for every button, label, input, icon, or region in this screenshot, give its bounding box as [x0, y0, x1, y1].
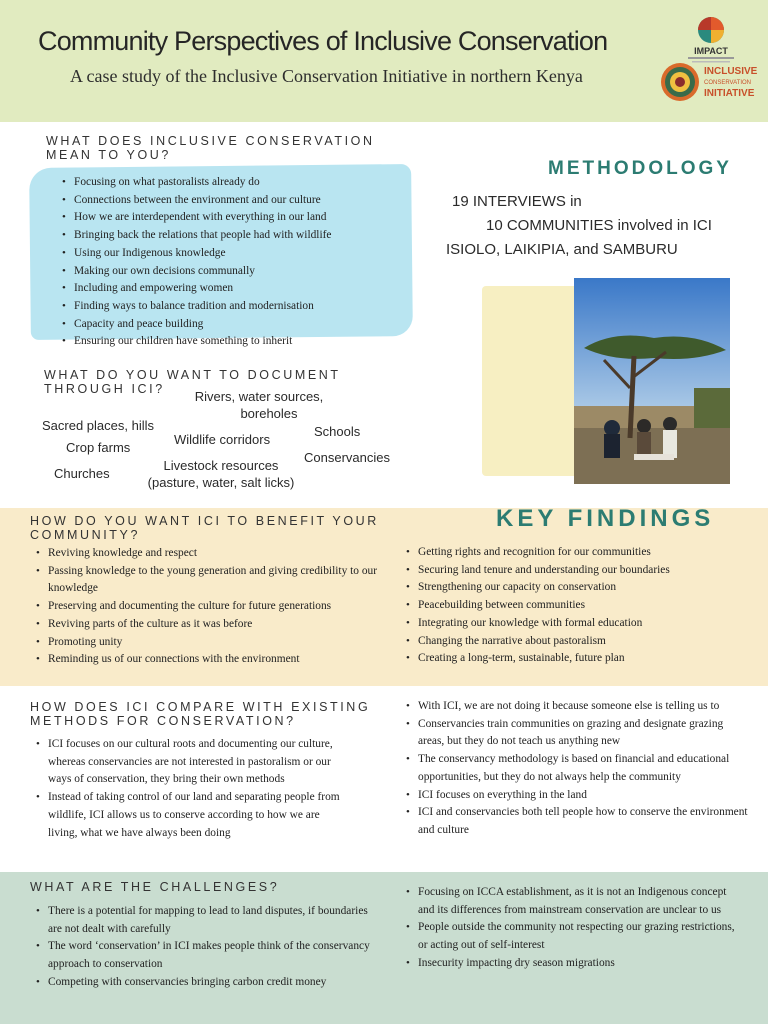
meaning-heading: [46, 134, 375, 162]
photo-accent: [482, 286, 580, 476]
field-interview-photo: [574, 278, 730, 484]
list-item: • The conservancy methodology is based on financial and educational opportunities, but they do not always help the community: [406, 751, 752, 786]
impact-logo-text: IMPACT: [694, 46, 728, 56]
list-item: • ICI and conservancies both tell people how to conserve the environment and culture: [406, 804, 752, 839]
list-item: • Integrating our knowledge with formal education: [406, 615, 746, 633]
acacia-scene-icon: [574, 278, 730, 484]
list-item: • Making our own decisions communally: [62, 263, 408, 281]
list-item: • Competing with conservancies bringing carbon credit money: [36, 974, 374, 992]
methodology-line1: 19 INTERVIEWS in: [452, 193, 582, 210]
ici-logo-icon: [658, 60, 762, 104]
ici-logo-line2: CONSERVATION: [704, 80, 752, 86]
list-item: • Getting rights and recognition for our communities: [406, 544, 746, 562]
doc-item-rivers: [186, 388, 332, 422]
compare-heading-line2: METHODS FOR CONSERVATION?: [30, 714, 296, 728]
doc-item-wildlife: Wildlife corridors: [174, 432, 271, 447]
doc-item-conservancies: Conservancies: [304, 450, 390, 465]
list-item: • There is a potential for mapping to lead to land disputes, if boundaries are not dealt with carefully: [36, 903, 374, 938]
ici-logo-line1: INCLUSIVE: [704, 66, 758, 77]
doc-item-churches: Churches: [54, 466, 110, 481]
doc-item-crop: Crop farms: [66, 440, 131, 455]
meaning-list: [62, 174, 408, 351]
list-item: • Including and empowering women: [62, 280, 408, 298]
methodology-line2: 10 COMMUNITIES involved in ICI: [486, 217, 712, 234]
header-band: [0, 0, 768, 122]
list-item: • Promoting unity: [36, 634, 380, 652]
list-item: • Finding ways to balance tradition and modernisation: [62, 298, 408, 316]
compare-left-list: [36, 736, 348, 842]
list-item: • ICI focuses on everything in the land: [406, 787, 752, 805]
key-findings-heading: KEY FINDINGS: [496, 505, 715, 532]
list-item: • Changing the narrative about pastoralism: [406, 633, 746, 651]
list-item: • Using our Indigenous knowledge: [62, 245, 408, 263]
list-item: • Connections between the environment and our culture: [62, 192, 408, 210]
benefit-heading: [30, 514, 379, 542]
list-item: • Reviving parts of the culture as it was before: [36, 616, 380, 634]
key-findings-list: [406, 544, 746, 668]
list-item: • How we are interdependent with everything in our land: [62, 209, 408, 227]
list-item: • The word ‘conservation’ in ICI makes people think of the conservancy approach to conservation: [36, 938, 374, 973]
doc-item-schools: Schools: [314, 424, 361, 439]
list-item: • People outside the community not respecting our grazing restrictions, or acting out of self-interest: [406, 919, 742, 954]
list-item: • Peacebuilding between communities: [406, 597, 746, 615]
list-item: • Instead of taking control of our land and separating people from wildlife, ICI allows us to conserve according to how we are living, what we have always been doing: [36, 789, 348, 842]
methodology-line3: ISIOLO, LAIKIPIA, and SAMBURU: [446, 241, 678, 258]
impact-logo-icon: [676, 14, 746, 64]
impact-logo: [676, 14, 746, 64]
list-item: • Reviving knowledge and respect: [36, 545, 380, 563]
compare-heading: [30, 700, 370, 728]
list-item: • Strengthening our capacity on conservation: [406, 579, 746, 597]
doc-item-rivers-line1: Rivers, water sources,: [194, 389, 324, 404]
list-item: • Securing land tenure and understanding our boundaries: [406, 562, 746, 580]
list-item: • Creating a long-term, sustainable, future plan: [406, 650, 746, 668]
meaning-heading-line1: WHAT DOES INCLUSIVE CONSERVATION: [46, 134, 375, 148]
benefit-list: [36, 545, 380, 669]
list-item: • Conservancies train communities on grazing and designate grazing areas, but they do not teach us anything new: [406, 716, 752, 751]
poster-subtitle: A case study of the Inclusive Conservation Initiative in northern Kenya: [70, 66, 583, 86]
benefit-heading-line1: HOW DO YOU WANT ICI TO BENEFIT YOUR: [30, 514, 379, 528]
list-item: • Focusing on what pastoralists already do: [62, 174, 408, 192]
list-item: • With ICI, we are not doing it because someone else is telling us to: [406, 698, 752, 716]
ici-logo-line3: INITIATIVE: [704, 88, 755, 99]
compare-right-list: [406, 698, 752, 840]
doc-item-livestock-line2: (pasture, water, salt licks): [147, 475, 295, 490]
doc-item-rivers-line2: boreholes: [240, 406, 298, 421]
doc-item-sacred: Sacred places, hills: [42, 418, 154, 433]
meaning-heading-line2: MEAN TO YOU?: [46, 148, 171, 162]
ici-logo: [658, 60, 762, 104]
list-item: • Insecurity impacting dry season migrations: [406, 955, 742, 973]
list-item: • Preserving and documenting the culture for future generations: [36, 598, 380, 616]
document-heading-line2: THROUGH ICI?: [44, 382, 165, 396]
list-item: • Reminding us of our connections with the environment: [36, 651, 380, 669]
list-item: • Passing knowledge to the young generation and giving credibility to our knowledge: [36, 563, 380, 598]
poster-title: Community Perspectives of Inclusive Conservation: [38, 26, 608, 56]
challenges-heading: WHAT ARE THE CHALLENGES?: [30, 880, 280, 894]
list-item: • Capacity and peace building: [62, 316, 408, 334]
doc-item-livestock: [138, 457, 304, 491]
methodology-heading: METHODOLOGY: [548, 158, 732, 179]
list-item: • Ensuring our children have something to inherit: [62, 333, 408, 351]
list-item: • Focusing on ICCA establishment, as it is not an Indigenous concept and its differences from mainstream conservation are unclear to us: [406, 884, 742, 919]
list-item: • ICI focuses on our cultural roots and documenting our culture, whereas conservancies are not interested in pastoralism or our ways of conservation, they bring their own methods: [36, 736, 348, 789]
challenges-right-list: [406, 884, 742, 973]
list-item: • Bringing back the relations that people had with wildlife: [62, 227, 408, 245]
challenges-left-list: [36, 903, 374, 992]
compare-heading-line1: HOW DOES ICI COMPARE WITH EXISTING: [30, 700, 371, 714]
document-heading-line1: WHAT DO YOU WANT TO DOCUMENT: [44, 368, 341, 382]
doc-item-livestock-line1: Livestock resources: [163, 458, 279, 473]
benefit-heading-line2: COMMUNITY?: [30, 528, 141, 542]
